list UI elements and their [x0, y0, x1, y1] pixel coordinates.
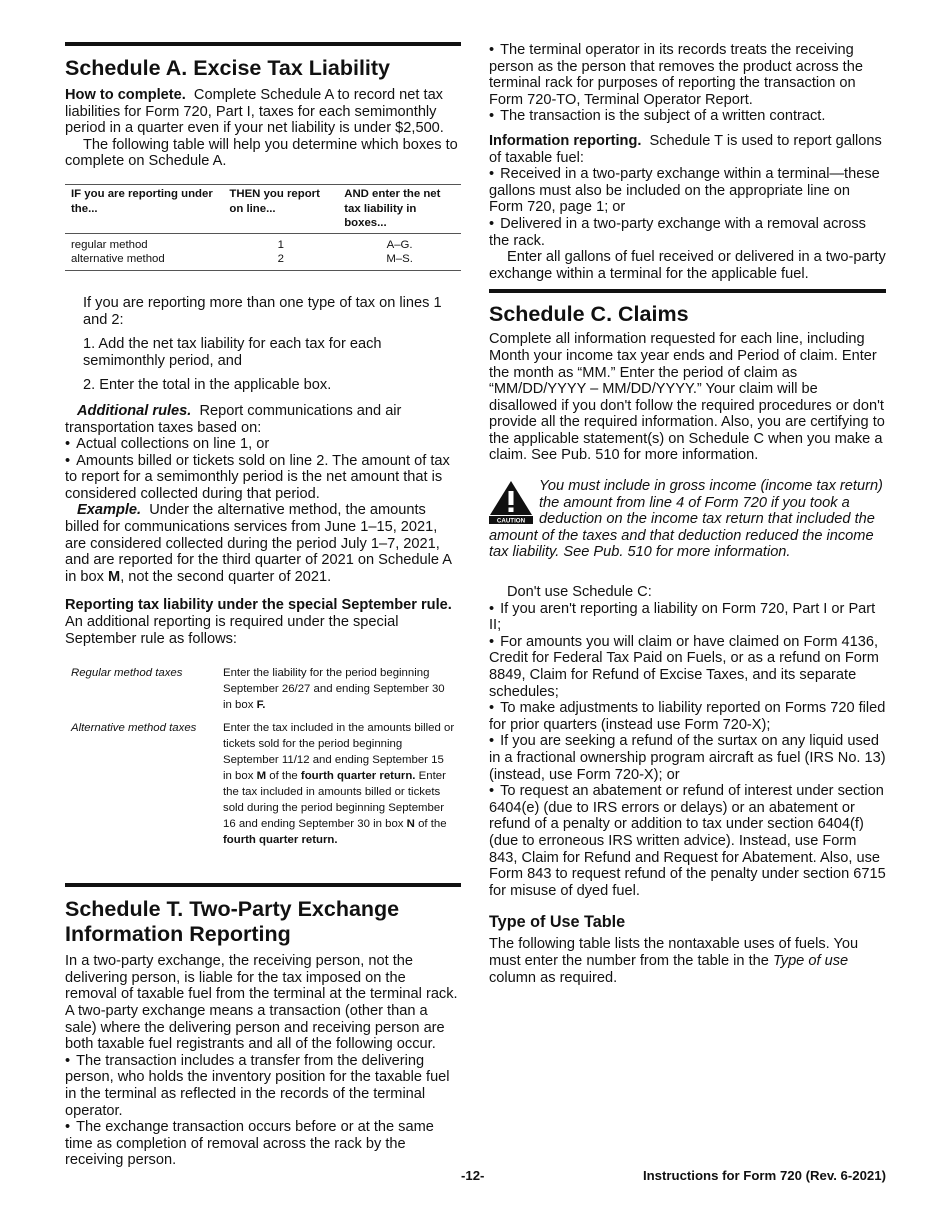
table-header-row	[65, 184, 461, 233]
table-cell: alternative method	[65, 252, 223, 270]
example-paragraph: Example. Under the alternative method, the amounts billed for communications services from June 1–15, 2021, are considered collected during the period July 1–7, 2021, and are reported for the third quarter of 2021 on Schedule A in box M, not the second quarter of 2021.	[65, 502, 452, 585]
table-row	[65, 720, 461, 855]
list-item: • Actual collections on line 1, or	[65, 436, 461, 453]
table-header: IF you are reporting under the...	[65, 184, 223, 233]
table-cell: A–G.	[386, 238, 413, 251]
list-item: • The exchange transaction occurs before or at the same time as completion of removal across the rack by the receiving person.	[65, 1119, 461, 1169]
table-intro: The following table will help you determine which boxes to complete on Schedule A.	[65, 136, 458, 170]
list-item: • For amounts you will claim or have claimed on Form 4136, Credit for Federal Tax Paid on Fuels, or as a refund on Form 8849, Claim for Refund of Excise Taxes, and its separate schedules;	[489, 634, 886, 700]
left-column	[65, 42, 461, 1169]
list-item: • To make adjustments to liability reported on Forms 720 filed for prior quarters (instead use Form 720-X);	[489, 700, 886, 733]
caution-icon	[489, 480, 533, 524]
table-cell: Enter the tax included in the amounts billed or tickets sold for the period beginning September 11/12 and ending September 15 in box M of the fourth quarter return. Enter the tax included in amounts billed or tickets sold during the period beginning September 16 and ending September 30 in box N of the fourth quarter return.	[223, 722, 455, 847]
section-rule	[65, 883, 461, 887]
table-row	[65, 665, 461, 720]
svg-text:CAUTION: CAUTION	[496, 517, 526, 525]
list-item: • The transaction is the subject of a written contract.	[489, 108, 886, 125]
step-item: 1. Add the net tax liability for each tax for each semimonthly period, and	[83, 336, 382, 369]
table-cell: 2	[223, 252, 338, 270]
list-item: • Delivered in a two-party exchange with a removal across the rack.	[489, 216, 886, 249]
schedule-a-boxes-table	[65, 184, 461, 271]
table-cell: Enter the liability for the period beginning September 26/27 and ending September 30 in box F.	[223, 667, 445, 712]
type-of-use-text: The following table lists the nontaxable uses of fuels. You must enter the number from the table in the Type of use column as required.	[489, 936, 859, 986]
list-item: • The terminal operator in its records treats the receiving person as the person that removes the product across the terminal rack for purposes of reporting the transaction on Form 720-TO, Terminal Operator Report.	[489, 42, 886, 108]
dont-use-intro: Don't use Schedule C:	[507, 584, 652, 601]
list-item: • Received in a two-party exchange within a terminal—these gallons must also be included on the appropriate line on Form 720, page 1; or	[489, 166, 886, 216]
schedule-c-intro: Complete all information requested for each line, including Month your income tax year ends and Period of claim. Enter the month as “MM.” Enter the period of claim as “MM/DD/YYYY – MM/DD/YYYY.” Your claim will be disallowed if you don't follow the required procedures or don't provide all the required information. Also, you are certifying to the applicable statement(s) on Schedule C when you make a claim. See Pub. 510 for more information.	[489, 331, 885, 464]
information-reporting-paragraph: Information reporting. Schedule T is used to report gallons of taxable fuel:	[489, 132, 882, 166]
table-row	[65, 233, 461, 252]
caution-text: You must include in gross income (income tax return) the amount from line 4 of Form 720 if you took a deduction on the income tax return that included the amount of the taxes and that deduction reduced the income tax liability. See Pub. 510 for more information.	[489, 478, 883, 561]
schedule-t-intro: In a two-party exchange, the receiving person, not the delivering person, is liable for the tax imposed on the removal of taxable fuel from the terminal at the terminal rack. A two-party exchange means a transaction (other than a sale) where the delivering person and receiving person are both taxable fuel registrants and all of the following occur.	[65, 953, 458, 1053]
schedule-a-heading: Schedule A. Excise Tax Liability	[65, 56, 391, 80]
step-item: 2. Enter the total in the applicable box.	[83, 377, 332, 394]
list-item: • The transaction includes a transfer from the delivering person, who holds the inventory position for the taxable fuel in the terminal as reflected in the records of the terminal operator.	[65, 1053, 461, 1119]
type-of-use-heading: Type of Use Table	[489, 913, 626, 932]
additional-rules-paragraph: Additional rules. Report communications and air transportation taxes based on:	[65, 402, 402, 436]
september-rule-table	[65, 665, 461, 855]
multi-tax-intro: If you are reporting more than one type of tax on lines 1 and 2:	[83, 294, 442, 328]
right-column	[489, 42, 886, 986]
table-cell: regular method	[71, 238, 148, 251]
form-title: Instructions for Form 720 (Rev. 6-2021)	[642, 1168, 886, 1183]
list-item: • Amounts billed or tickets sold on line 2. The amount of tax to report for a semimonthly period is the net amount that is considered collected during that period.	[65, 453, 461, 503]
caution-note	[489, 478, 886, 561]
list-item: • To request an abatement or refund of interest under section 6404(e) (due to IRS errors or delays) or an abatement or refund of a penalty or addition to tax under section 6404(f) (due to erroneous IRS written advice). Instead, use Form 843, Claim for Refund and Request for Abatement. Also, use Form 843 to request refund of the penalty under section 6715 for misuse of dyed fuel.	[489, 783, 886, 899]
list-item: • If you aren't reporting a liability on Form 720, Part I or Part II;	[489, 601, 886, 634]
table-cell: 1	[277, 238, 284, 251]
schedule-t-heading: Schedule T. Two-Party Exchange Information Reporting	[65, 897, 400, 947]
schedule-c-heading: Schedule C. Claims	[489, 302, 689, 327]
september-rule-paragraph: Reporting tax liability under the special September rule. An additional reporting is required under the special September rule as follows:	[65, 597, 452, 647]
table-cell: Regular method taxes	[71, 667, 183, 680]
table-header: AND enter the net tax liability in boxes...	[338, 184, 461, 233]
page-footer	[65, 1168, 886, 1188]
section-rule	[489, 289, 886, 293]
table-header: THEN you report on line...	[223, 184, 338, 233]
how-to-complete-paragraph: How to complete. Complete Schedule A to record net tax liabilities for Form 720, Part I, taxes for each semimonthly period in a quarter even if your net liability is under $2,500.	[65, 87, 444, 137]
page-number: -12-	[461, 1168, 485, 1183]
section-rule	[65, 42, 461, 46]
table-row	[65, 252, 461, 270]
list-item: • If you are seeking a refund of the surtax on any liquid used in a fractional ownership program aircraft as fuel (IRS No. 13) (instead, use Form 720-X); or	[489, 733, 886, 783]
table-cell: Alternative method taxes	[71, 722, 197, 735]
table-cell: M–S.	[338, 252, 461, 270]
schedule-t-closing: Enter all gallons of fuel received or delivered in a two-party exchange within a terminal for the applicable fuel.	[489, 249, 886, 282]
